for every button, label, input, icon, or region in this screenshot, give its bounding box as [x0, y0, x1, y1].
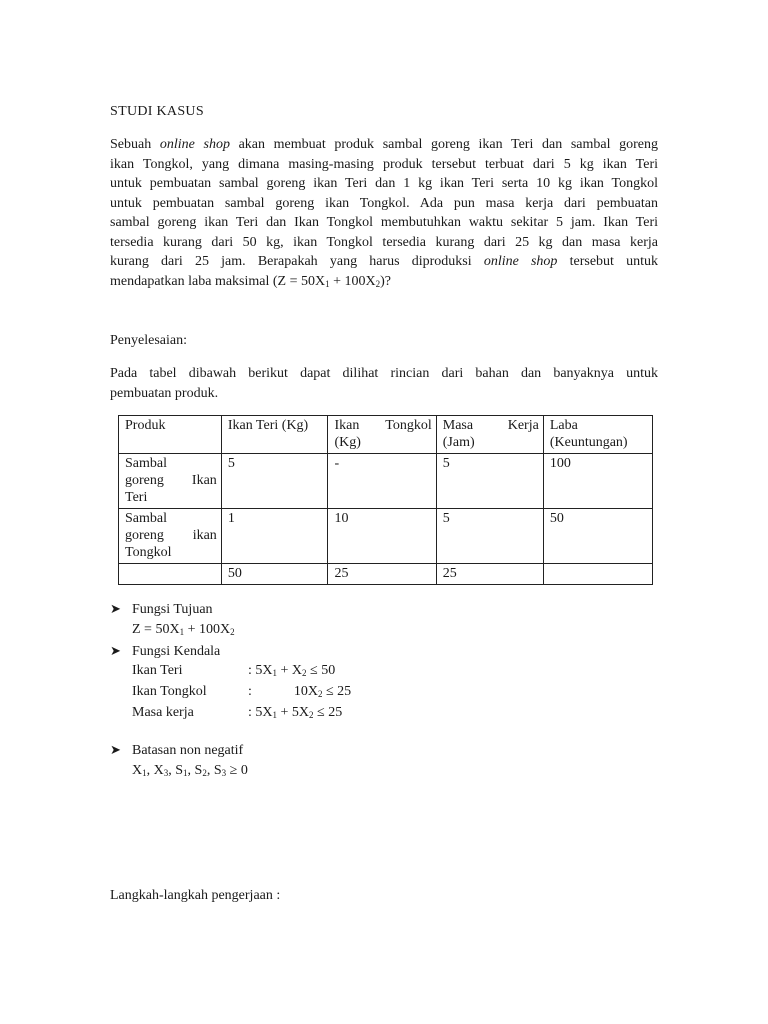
constraint-expression: : $10X_2 \le 25$ [248, 684, 352, 699]
cell-line: Sambal [125, 511, 167, 526]
nonnegative-bullet [110, 742, 243, 759]
totals-product-cell [119, 564, 222, 585]
text-line: kurang dari 25 jam. Berapakah yang harus diproduksi online shop tersebut untuk [110, 254, 658, 269]
cell-line: (Kg) [334, 435, 361, 450]
steps-heading: Langkah-langkah pengerjaan : [110, 888, 281, 903]
header-cell-masa-kerja [436, 416, 543, 454]
text-line: ikan Tongkol, yang dimana masing-masing produk tersebut terbuat dari 5 kg ikan Teri [110, 156, 658, 172]
section-title: STUDI KASUS [110, 104, 204, 119]
text-line: mendapatkan laba maksimal $(Z = 50X_1 + 100X_2)$? [110, 273, 392, 289]
cell-line: (Keuntungan) [549, 435, 628, 450]
totals-tongkol-cell: 25 [328, 564, 436, 585]
laba-cell: 100 [543, 454, 652, 509]
totals-laba-cell [543, 564, 652, 585]
text-line: Pada tabel dibawah berikut dapat dilihat rincian dari bahan dan banyaknya untuk [110, 366, 658, 381]
header-cell-laba [543, 416, 652, 454]
objective-bullet [110, 601, 213, 618]
cell-line: goreng Ikan [125, 473, 217, 488]
text-line: tersedia kurang dari 50 kg, ikan Tongkol tersedia kurang dari 25 kg dan masa kerja [110, 234, 658, 250]
constraint-name: Masa kerja [132, 705, 194, 720]
teri-cell: 1 [221, 509, 328, 564]
teri-cell: 5 [221, 454, 328, 509]
constraint-expression: : $5X_1 + X_2 \le 50$ [248, 663, 336, 678]
constraint-expression: : $5X_1 + 5X_2 \le 25$ [248, 705, 343, 720]
data-table [118, 415, 653, 585]
constraint-name: Ikan Teri [132, 663, 183, 678]
cell-line: Sambal [125, 456, 167, 471]
totals-teri-cell: 50 [221, 564, 328, 585]
arrowhead-bullet-icon: ➤ [110, 742, 121, 757]
cell-line: Laba [549, 418, 578, 433]
table-row [119, 454, 653, 509]
table-totals-row [119, 564, 653, 585]
product-cell [119, 509, 222, 564]
objective-label: Fungsi Tujuan [132, 602, 213, 617]
nonnegative-expression: $X_1$, $X_3$, $S_1$, $S_2$, $S_3 \ge 0$ [132, 763, 248, 778]
header-cell-ikan-teri [221, 416, 328, 454]
constraint-name: Ikan Tongkol [132, 684, 207, 699]
text-line: Sebuah online shop akan membuat produk sambal goreng ikan Teri dan sambal goreng [110, 137, 658, 152]
nonnegative-label: Batasan non negatif [132, 743, 244, 758]
text-line: sambal goreng ikan Teri dan Ikan Tongkol membutuhkan waktu sekitar 5 jam. Ikan Teri [110, 215, 658, 230]
tongkol-cell: - [328, 454, 436, 509]
objective-formula: $Z = 50X_1 + 100X_2$ [132, 622, 235, 637]
header-cell-produk [119, 416, 222, 454]
table-intro-paragraph [110, 364, 658, 403]
arrowhead-bullet-icon: ➤ [110, 601, 121, 616]
cell-line: Teri [125, 490, 148, 505]
cell-line: goreng ikan [125, 528, 217, 543]
jam-cell: 5 [436, 509, 543, 564]
cell-line: Ikan Teri (Kg) [227, 418, 309, 433]
totals-jam-cell: 25 [436, 564, 543, 585]
laba-cell: 50 [543, 509, 652, 564]
text-line: pembuatan produk. [110, 385, 219, 401]
text-line: untuk pembuatan sambal goreng ikan Teri dan 1 kg ikan Teri serta 10 kg ikan Tongkol [110, 176, 658, 191]
arrowhead-bullet-icon: ➤ [110, 643, 121, 658]
text-line: untuk pembuatan sambal goreng ikan Tongkol. Ada pun masa kerja dari pembuatan [110, 195, 658, 211]
cell-line: Ikan Tongkol [334, 418, 432, 433]
product-cell [119, 454, 222, 509]
tongkol-cell: 10 [328, 509, 436, 564]
constraints-label: Fungsi Kendala [132, 644, 221, 659]
jam-cell: 5 [436, 454, 543, 509]
table-header-row [119, 416, 653, 454]
table-row [119, 509, 653, 564]
constraints-bullet [110, 643, 220, 660]
cell-line: Produk [125, 418, 166, 433]
case-study-paragraph [110, 135, 658, 294]
cell-line: Tongkol [125, 545, 172, 560]
cell-line: (Jam) [442, 435, 475, 450]
header-cell-ikan-tongkol [328, 416, 436, 454]
cell-line: Masa Kerja [442, 418, 539, 433]
solution-heading: Penyelesaian: [110, 333, 187, 348]
